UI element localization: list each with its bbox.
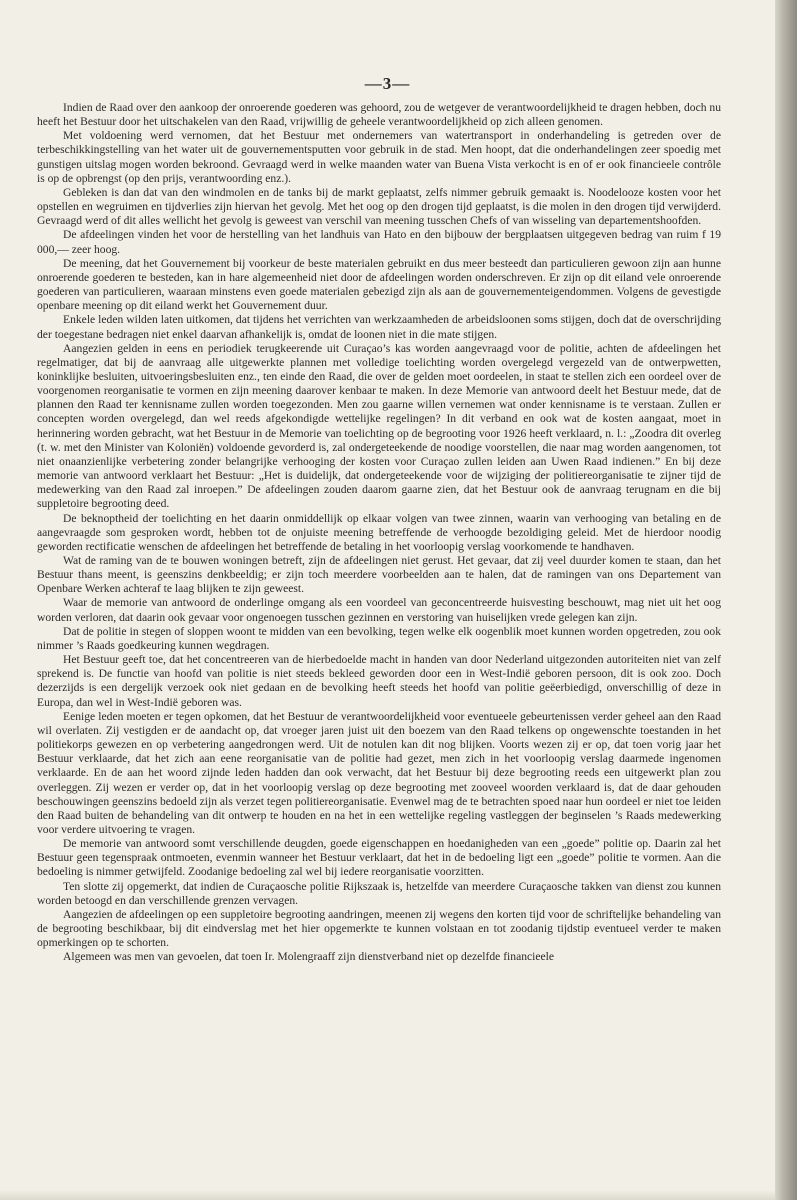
paragraph: Met voldoening werd vernomen, dat het Bestuur met ondernemers van watertransport in onderhandeling is getreden over de terbeschikkingstelling van het water uit de gouvernementsputten voor gebruik in de stad. Men hoopt, dat die onderhandelingen zeer spoedig met gunstigen uitslag mogen worden bekroond. Gevraagd werd in welke maanden water van Buena Vista verkocht is en of er ook financieele contrôle is op de opbrengst (op den prijs, verantwoording enz.).	[37, 129, 721, 185]
paragraph: Eenige leden moeten er tegen opkomen, dat het Bestuur de verantwoordelijkheid voor eventueele gebeurtenissen verder geheel aan den Raad wil overlaten. Zij vestigden er de aandacht op, dat vroeger jaren juist uit den boezem van den Raad telkens op ongewenschte toestanden in het politiekorps gewezen en op verbetering aangedrongen werd. Uit de notulen kan dit nog blijken. Voorts wezen zij er op, dat toen vorig jaar het Bestuur verklaarde, dat het zich aan eene reorganisatie van de politie had gezet, men zich in het voorloopig verslag daarmede ingenomen verklaarde. En de aan het woord zijnde leden hadden dan ook verwacht, dat het Bestuur bij deze begrooting reeds een uitgewerkt plan zou overleggen. Zij wezen er verder op, dat in het voorloopig verslag op deze begrooting met zooveel woorden verklaard is, dat de daar gehouden beschouwingen geenszins bedoeld zijn als verzet tegen politiereorganisatie. Evenwel mag de te betrachten spoed naar hun oordeel er niet toe leiden den Raad buiten de behandeling van dit ontwerp te houden en na het in een wettelijke regeling vastleggen der beginselen ’s Raads medewerking voor verdere uitvoering te vragen.	[37, 709, 721, 836]
paragraph: Aangezien gelden in eens en periodiek terugkeerende uit Curaçao’s kas worden aangevraagd voor de politie, achten de afdeelingen het regelmatiger, dat bij de aanvraag alle uitgewerkte plannen met volledige toelichting worden overgelegd vergezeld van de ontwerpwetten, koninklijke besluiten, uitvoeringsbesluiten enz., ten einde den Raad, die over de gelden moet oordeelen, in staat te stellen zich een oordeel over de voorgenomen reorganisatie te vormen en zijn meening daarover kenbaar te maken. In deze Memorie van antwoord deelt het Bestuur mede, dat de plannen den Raad ter kennisname zullen worden toegezonden. Men zou gaarne willen vernemen wat onder kennisname is te verstaan. Zullen er concepten worden overgelegd, dan wel reeds afgekondigde wettelijke regelingen? In dit verband en ook wat de kosten aangaat, moet in herinnering worden gebracht, wat het Bestuur in de Memorie van toelichting op de begrooting voor 1926 heeft verklaard, n. l.: „Zoodra dit overleg (t. w. met den Minister van Koloniën) voldoende gevorderd is, zal ondergeteekende de noodige voorstellen, die naar mag worden aangenomen, tot niet onaanzienlijke verbetering zonder belangrijke verhooging der kosten voor Curaçao zullen leiden aan Uwen Raad indienen.” En bij deze memorie van antwoord verklaart het Bestuur: „Het is duidelijk, dat ondergeteekende voor de wijziging der politiereorganisatie te zijner tijd de medewerking van den Raad zal inroepen.” De afdeelingen zouden daarom gaarne zien, dat het Bestuur ook de aanvraag terugnam en die bij suppletoire begrooting deed.	[37, 341, 721, 511]
paragraph: Ten slotte zij opgemerkt, dat indien de Curaçaosche politie Rijkszaak is, hetzelfde van meerdere Curaçaosche takken van dienst zou kunnen worden betoogd en dan verschillende grenzen vervagen.	[37, 879, 721, 907]
paragraph: Gebleken is dan dat van den windmolen en de tanks bij de markt geplaatst, zelfs nimmer gebruik gemaakt is. Noodelooze kosten voor het opstellen en wegruimen en tijdverlies zijn hiervan het gevolg. Met het oog op den drogen tijd geplaatst, is die molen in den drogen tijd verwijderd. Gevraagd werd of dit alles wellicht het gevolg is geweest van verschil van meening tusschen Chefs of van wisseling van departementshoofden.	[37, 185, 721, 228]
body-text	[37, 101, 721, 965]
paragraph: Enkele leden wilden laten uitkomen, dat tijdens het verrichten van werkzaamheden de arbeidsloonen soms stijgen, doch dat de overschrijding der toegestane bedragen niet enkel daarvan afhankelijk is, omdat de loonen niet in die mate stijgen.	[37, 313, 721, 341]
paragraph: Waar de memorie van antwoord de onderlinge omgang als een voordeel van geconcentreerde huisvesting beschouwt, mag niet uit het oog worden verloren, dat daarin ook gevaar voor ongenoegen tusschen gezinnen en verstoring van huiselijken vrede gelegen kan zijn.	[37, 596, 721, 624]
paragraph: Het Bestuur geeft toe, dat het concentreeren van de hierbedoelde macht in handen van door Nederland uitgezonden autoriteiten niet van zelf sprekend is. De functie van hoofd van politie is niet steeds bekleed geworden door een in West-Indië geboren persoon, dit is ook zoo. Doch dezerzijds is een dergelijk verzoek ook niet gedaan en de bevolking heeft steeds het hoofd van politie geëerbiedigd, onverschillig of deze in Europa, dan wel in West-Indië geboren was.	[37, 653, 721, 709]
paragraph: De memorie van antwoord somt verschillende deugden, goede eigenschappen en hoedanigheden van een „goede” politie op. Daarin zal het Bestuur geen tegenspraak ontmoeten, evenmin wanneer het Bestuur verklaart, dat het in de bedoeling ligt een „goede” politie te vormen. Aan die bedoeling is nimmer getwijfeld. Zoodanige bedoeling zal wel bij iedere reorganisatie voorzitten.	[37, 837, 721, 879]
paragraph: Wat de raming van de te bouwen woningen betreft, zijn de afdeelingen niet gerust. Het gevaar, dat zij veel duurder komen te staan, dan het Bestuur thans meent, is geenszins denkbeeldig; er zijn toch meerdere voorbeelden aan te halen, dat de ramingen van ons Departement van Openbare Werken achteraf te laag blijken te zijn geweest.	[37, 554, 721, 596]
paragraph: Indien de Raad over den aankoop der onroerende goederen was gehoord, zou de wetgever de verantwoordelijkheid te dragen hebben, doch nu heeft het Bestuur door het uitschakelen van den Raad, vrijwillig de geheele verantwoordelijkheid op zich alleen genomen.	[37, 101, 722, 129]
paragraph: Dat de politie in stegen of sloppen woont te midden van een bevolking, tegen welke elk oogenblik moet kunnen worden opgetreden, zou ook nimmer ’s Raads goedkeuring kunnen wegdragen.	[37, 624, 721, 652]
page-bottom-edge	[0, 1190, 775, 1200]
paragraph: De afdeelingen vinden het voor de herstelling van het landhuis van Hato en den bijbouw der bergplaatsen uitgegeven bedrag van ruim f 19 000,— zeer hoog.	[37, 228, 721, 256]
page-number: —3—	[364, 74, 411, 93]
paragraph: Algemeen was men van gevoelen, dat toen Ir. Molengraaff zijn dienstverband niet op dezelfde financieele	[63, 950, 555, 964]
paragraph: Aangezien de afdeelingen op een suppletoire begrooting aandringen, meenen zij wegens den korten tijd voor de schriftelijke behandeling van de begrooting beschikbaar, bij dit eindverslag met het hier opgemerkte te kunnen volstaan en tot zoodanig tijdstip eventueel verder te maken opmerkingen op te schorten.	[37, 907, 721, 950]
paragraph: De beknoptheid der toelichting en het daarin onmiddellijk op elkaar volgen van twee zinnen, waarin van verhooging van betaling en de aangevraagde som gesproken wordt, hebben tot de onjuiste meening betreffende de verhoogde bezoldiging geleid. Met de hierdoor noodig geworden rectificatie wenschen de afdeelingen het betreffende de betaling in het voorloopig verslag voorkomende te handhaven.	[37, 511, 721, 553]
scan-border	[775, 0, 797, 1200]
paragraph: De meening, dat het Gouvernement bij voorkeur de beste materialen gebruikt en dus meer besteedt dan particulieren gewoon zijn aan hunne onroerende goederen te besteden, kan in hare algemeenheid niet door de afdeelingen worden onderschreven. Er zijn op dit eiland vele onroerende goederen van particulieren, waaraan minstens even goede materialen gebezigd zijn als aan de gouvernementeigendommen. Volgens de gevestigde openbare meening op dit eiland werkt het Gouvernement duur.	[37, 256, 721, 313]
